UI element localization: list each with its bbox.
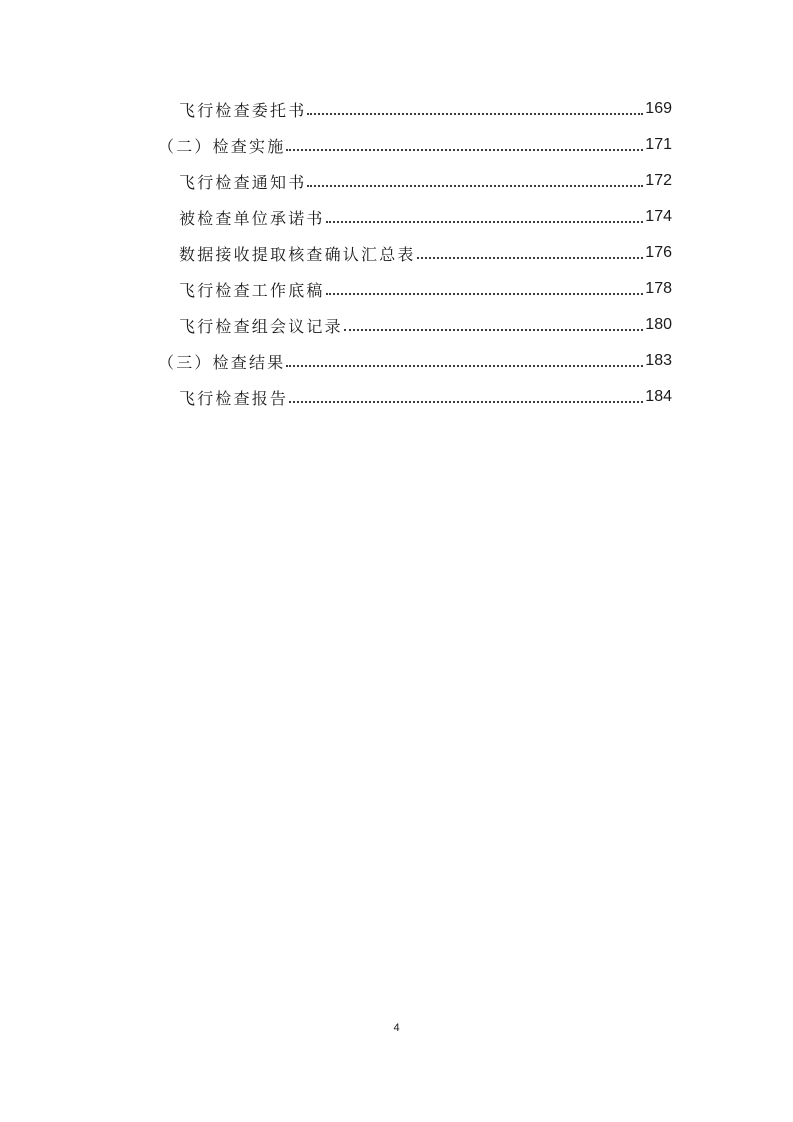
toc-row[interactable]: [0, 346, 793, 376]
toc-entry-page[interactable]: 184: [645, 388, 672, 405]
toc-entry-page[interactable]: 174: [645, 208, 672, 225]
toc-entry[interactable]: [179, 94, 672, 124]
toc-entry-title[interactable]: （二）检查实施: [158, 136, 286, 156]
toc-entry-title[interactable]: 数据接收提取核查确认汇总表: [179, 244, 416, 264]
toc-entry[interactable]: [179, 382, 672, 412]
toc-dot-leader: [344, 329, 643, 331]
toc-entry-page[interactable]: 176: [645, 244, 672, 261]
toc-entry-title[interactable]: 飞行检查通知书: [179, 172, 307, 192]
toc-entry-title[interactable]: 飞行检查委托书: [179, 100, 307, 120]
toc-entry[interactable]: [179, 202, 672, 232]
toc-dot-leader: [286, 149, 643, 151]
toc-entry[interactable]: [158, 130, 672, 160]
toc-entry-page[interactable]: 172: [645, 172, 672, 189]
toc-entry-page[interactable]: 171: [645, 136, 672, 153]
toc-row[interactable]: [0, 94, 793, 124]
toc-entry-page[interactable]: 183: [645, 352, 672, 369]
toc-entry[interactable]: [158, 346, 672, 376]
toc-dot-leader: [417, 257, 644, 259]
toc-entry-page[interactable]: 169: [645, 100, 672, 117]
toc-dot-leader: [326, 221, 644, 223]
toc-entry-title[interactable]: 飞行检查报告: [179, 388, 289, 408]
toc-entry-title[interactable]: （三）检查结果: [158, 352, 286, 372]
toc-entry-title[interactable]: 飞行检查工作底稿: [179, 280, 325, 300]
toc-entry[interactable]: [179, 238, 672, 268]
toc-row[interactable]: [0, 130, 793, 160]
toc-dot-leader: [307, 113, 643, 115]
toc-entry-title[interactable]: 被检查单位承诺书: [179, 208, 325, 228]
toc-row[interactable]: [0, 310, 793, 340]
page-number: 4: [393, 1022, 400, 1034]
toc-dot-leader: [289, 401, 643, 403]
toc-entry[interactable]: [179, 274, 672, 304]
toc-dot-leader: [286, 365, 643, 367]
toc-entry[interactable]: [179, 166, 672, 196]
toc-dot-leader: [307, 185, 643, 187]
toc-entry-page[interactable]: 180: [645, 316, 672, 333]
toc-row[interactable]: [0, 238, 793, 268]
toc-row[interactable]: [0, 382, 793, 412]
toc-entry-page[interactable]: 178: [645, 280, 672, 297]
toc-row[interactable]: [0, 202, 793, 232]
toc-entry[interactable]: [179, 310, 672, 340]
toc-row[interactable]: [0, 274, 793, 304]
toc-dot-leader: [326, 293, 644, 295]
toc-entry-title[interactable]: 飞行检查组会议记录: [179, 316, 343, 336]
toc-row[interactable]: [0, 166, 793, 196]
